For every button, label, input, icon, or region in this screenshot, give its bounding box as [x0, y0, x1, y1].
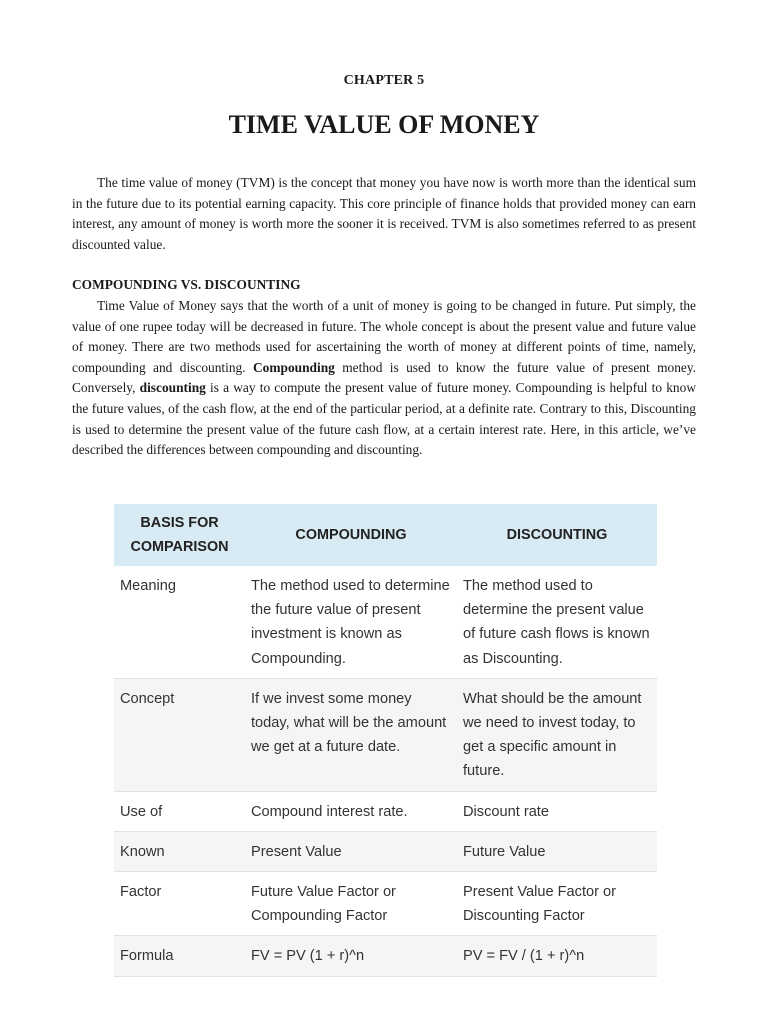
compounding-cell: Compound interest rate.: [245, 791, 457, 831]
row-label: Known: [114, 831, 245, 871]
discounting-cell: Present Value Factor or Discounting Factor: [457, 872, 657, 936]
bold-term-discounting: discounting: [139, 380, 206, 396]
table-header-row: [114, 504, 657, 566]
discounting-cell: The method used to determine the present value of future cash flows is known as Discounting.: [457, 566, 657, 678]
row-label: Formula: [114, 936, 245, 976]
table-header: [114, 504, 657, 566]
header-compounding: COMPOUNDING: [245, 504, 457, 566]
discounting-cell: Discount rate: [457, 791, 657, 831]
intro-paragraph: The time value of money (TVM) is the concept that money you have now is worth more than the identical sum in the future due to its potential earning capacity. This core principle of finance holds that provided money can earn interest, any amount of money is worth more the sooner it is received. TVM is also sometimes referred to as present discounted value.: [72, 175, 696, 252]
body-text-part-1: Time Value of Money says that the worth of a unit of money is going to be changed in future. Put simply, the value of one rupee today will be decreased in future. The whole concept is about the present value and future value of money. There are two methods used for ascertaining the worth of money at different points of time, namely, compounding and discounting.: [72, 298, 696, 375]
row-label: Meaning: [114, 566, 245, 678]
table-row: [114, 872, 657, 936]
comparison-table: [114, 504, 657, 977]
header-discounting: DISCOUNTING: [457, 504, 657, 566]
table-row: [114, 791, 657, 831]
discounting-cell: Future Value: [457, 831, 657, 871]
header-basis: BASIS FOR COMPARISON: [114, 504, 245, 566]
body-text-part-3: is a way to compute the present value of future money. Compounding is helpful to know the future values, of the cash flow, at the end of the particular period, at a definite rate. Contrary to this, Discounting is used to determine the present value of the future cash flow, at a certain interest rate. Here, in this article, we’ve described the differences between compounding and discounting.: [72, 380, 696, 458]
body-paragraph: [72, 296, 696, 461]
table-body: [114, 566, 657, 976]
bold-term-compounding: Compounding: [252, 359, 335, 375]
chapter-label: CHAPTER 5: [343, 73, 425, 88]
row-label: Concept: [114, 678, 245, 791]
compounding-cell: The method used to determine the future value of present investment is known as Compounding.: [245, 566, 457, 678]
compounding-cell: Present Value: [245, 831, 457, 871]
table-row: [114, 566, 657, 678]
row-label: Factor: [114, 872, 245, 936]
compounding-cell: FV = PV (1 + r)^n: [245, 936, 457, 976]
discounting-cell: What should be the amount we need to invest today, to get a specific amount in future.: [457, 678, 657, 791]
table-row: [114, 678, 657, 791]
table-row: [114, 831, 657, 871]
compounding-cell: If we invest some money today, what will be the amount we get at a future date.: [245, 678, 457, 791]
page-title: TIME VALUE OF MONEY: [228, 110, 540, 139]
row-label: Use of: [114, 791, 245, 831]
compounding-cell: Future Value Factor or Compounding Factor: [245, 872, 457, 936]
section-heading: COMPOUNDING VS. DISCOUNTING: [72, 277, 301, 292]
discounting-cell: PV = FV / (1 + r)^n: [457, 936, 657, 976]
body-text-part-2: method is used to know the future value of present money. Conversely,: [72, 359, 697, 396]
table-row: [114, 936, 657, 976]
